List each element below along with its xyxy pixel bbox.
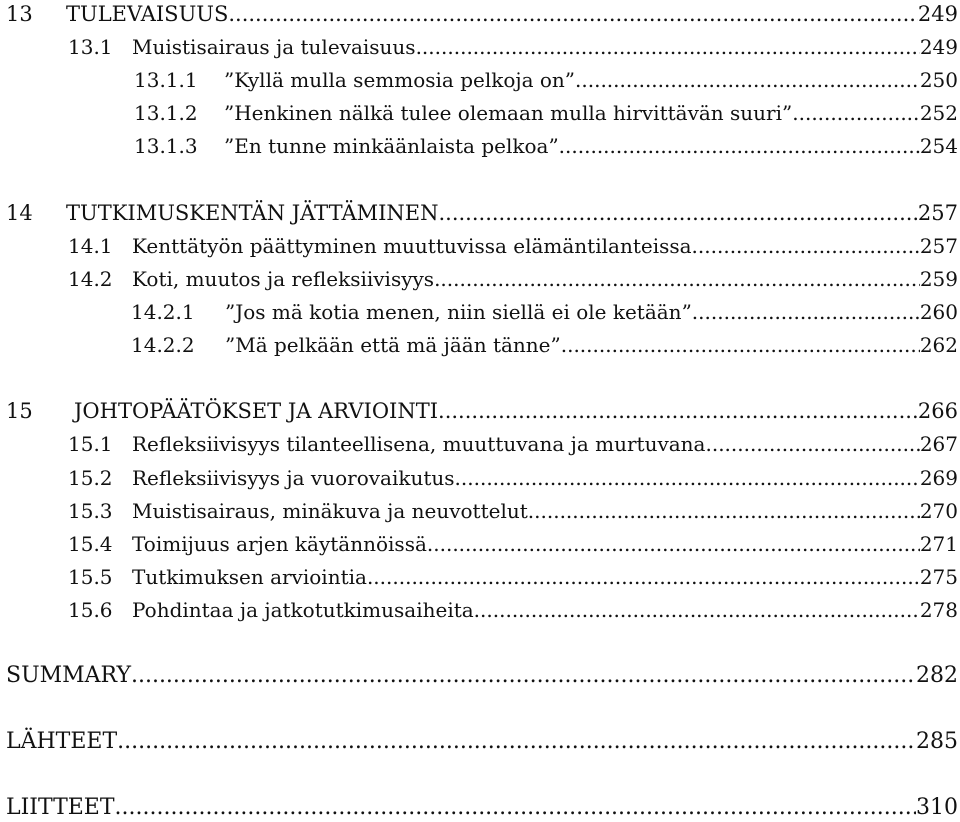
toc-entry-subsection[interactable] xyxy=(0,132,960,160)
entry-page-number: 254 xyxy=(919,134,958,158)
toc-entry-section[interactable] xyxy=(0,265,960,293)
dot-leader xyxy=(115,794,916,822)
entry-title: Muistisairaus ja tulevaisuus xyxy=(132,35,416,59)
entry-number: 13.1.1 xyxy=(134,68,198,92)
dot-leader xyxy=(692,298,920,326)
entry-title: SUMMARY xyxy=(6,663,131,688)
entry-title: ”Jos mä kotia menen, niin siellä ei ole ketään” xyxy=(225,300,692,324)
dot-leader xyxy=(438,199,917,227)
entry-page-number: 310 xyxy=(916,795,958,820)
entry-title: Tutkimuksen arviointia xyxy=(132,565,367,589)
toc-entry-section[interactable] xyxy=(0,596,960,624)
toc-entry-subsection[interactable] xyxy=(0,331,960,359)
entry-page-number: 271 xyxy=(919,532,958,556)
entry-title: Refleksiivisyys tilanteellisena, muuttuvana ja murtuvana xyxy=(132,432,706,456)
entry-number: 13 xyxy=(6,2,33,26)
entry-page-number: 257 xyxy=(917,201,958,225)
entry-page-number: 282 xyxy=(916,663,958,688)
entry-page-number: 267 xyxy=(919,432,958,456)
entry-title: TULEVAISUUS xyxy=(66,2,229,26)
toc-entry-section[interactable] xyxy=(0,464,960,492)
entry-page-number: 260 xyxy=(919,300,958,324)
entry-page-number: 269 xyxy=(919,466,958,490)
entry-number: 13.1.2 xyxy=(134,101,198,125)
dot-leader xyxy=(427,530,920,558)
dot-leader xyxy=(438,397,918,425)
dot-leader xyxy=(228,0,918,28)
entry-number: 15.6 xyxy=(68,598,113,622)
entry-number: 14.2.2 xyxy=(131,333,195,357)
toc-entry-subsection[interactable] xyxy=(0,99,960,127)
entry-title: ”Mä pelkään että mä jään tänne” xyxy=(225,333,561,357)
entry-page-number: 249 xyxy=(919,35,958,59)
dot-leader xyxy=(367,563,920,591)
dot-leader xyxy=(561,331,920,359)
entry-title: LÄHTEET xyxy=(6,729,118,754)
toc-entry-subsection[interactable] xyxy=(0,66,960,94)
entry-page-number: 270 xyxy=(919,499,958,523)
entry-title: Pohdintaa ja jatkotutkimusaiheita xyxy=(132,598,474,622)
entry-number: 15.2 xyxy=(68,466,113,490)
entry-title: ”Henkinen nälkä tulee olemaan mulla hirvittävän suuri” xyxy=(224,101,793,125)
entry-number: 15.1 xyxy=(68,432,113,456)
dot-leader xyxy=(705,430,919,458)
entry-title: Muistisairaus, minäkuva ja neuvottelut xyxy=(132,499,528,523)
entry-page-number: 249 xyxy=(917,2,958,26)
toc-entry-appendices[interactable] xyxy=(0,794,960,822)
dot-leader xyxy=(559,132,920,160)
entry-number: 14.2.1 xyxy=(131,300,195,324)
entry-title: Refleksiivisyys ja vuorovaikutus xyxy=(132,466,455,490)
entry-number: 13.1.3 xyxy=(134,134,198,158)
dot-leader xyxy=(416,33,920,61)
entry-page-number: 285 xyxy=(916,729,958,754)
entry-number: 14.2 xyxy=(68,267,113,291)
dot-leader xyxy=(474,596,920,624)
entry-page-number: 262 xyxy=(919,333,958,357)
toc-entry-section[interactable] xyxy=(0,563,960,591)
entry-page-number: 275 xyxy=(919,565,958,589)
toc-entry-section[interactable] xyxy=(0,530,960,558)
toc-entry-section[interactable] xyxy=(0,497,960,525)
toc-entry-chapter[interactable] xyxy=(0,397,960,425)
dot-leader xyxy=(455,464,920,492)
toc-entry-chapter[interactable] xyxy=(0,199,960,227)
toc-entry-section[interactable] xyxy=(0,33,960,61)
dot-leader xyxy=(434,265,920,293)
entry-number: 15.4 xyxy=(68,532,113,556)
dot-leader xyxy=(792,99,920,127)
toc-entry-references[interactable] xyxy=(0,728,960,756)
entry-page-number: 259 xyxy=(919,267,958,291)
dot-leader xyxy=(528,497,920,525)
dot-leader xyxy=(131,662,916,690)
toc-entry-summary[interactable] xyxy=(0,662,960,690)
entry-page-number: 257 xyxy=(919,234,958,258)
entry-page-number: 250 xyxy=(919,68,958,92)
toc-entry-section[interactable] xyxy=(0,430,960,458)
entry-title: Toimijuus arjen käytännöissä xyxy=(132,532,427,556)
entry-title: TUTKIMUSKENTÄN JÄTTÄMINEN xyxy=(66,201,439,225)
toc-entry-subsection[interactable] xyxy=(0,298,960,326)
entry-page-number: 266 xyxy=(917,399,958,423)
toc-entry-section[interactable] xyxy=(0,232,960,260)
entry-title: LIITTEET xyxy=(6,795,115,820)
entry-page-number: 252 xyxy=(919,101,958,125)
dot-leader xyxy=(575,66,920,94)
dot-leader xyxy=(117,728,916,756)
entry-number: 14.1 xyxy=(68,234,113,258)
entry-title: ”Kyllä mulla semmosia pelkoja on” xyxy=(224,68,576,92)
entry-page-number: 278 xyxy=(919,598,958,622)
entry-title: ”En tunne minkäänlaista pelkoa” xyxy=(224,134,559,158)
entry-title: JOHTOPÄÄTÖKSET JA ARVIOINTI xyxy=(74,399,439,423)
entry-number: 13.1 xyxy=(68,35,113,59)
entry-number: 14 xyxy=(6,201,33,225)
entry-number: 15 xyxy=(6,399,33,423)
toc-entry-chapter[interactable] xyxy=(0,0,960,28)
entry-title: Koti, muutos ja refleksiivisyys xyxy=(132,267,435,291)
entry-title: Kenttätyön päättyminen muuttuvissa elämäntilanteissa xyxy=(132,234,692,258)
entry-number: 15.3 xyxy=(68,499,113,523)
dot-leader xyxy=(692,232,920,260)
entry-number: 15.5 xyxy=(68,565,113,589)
